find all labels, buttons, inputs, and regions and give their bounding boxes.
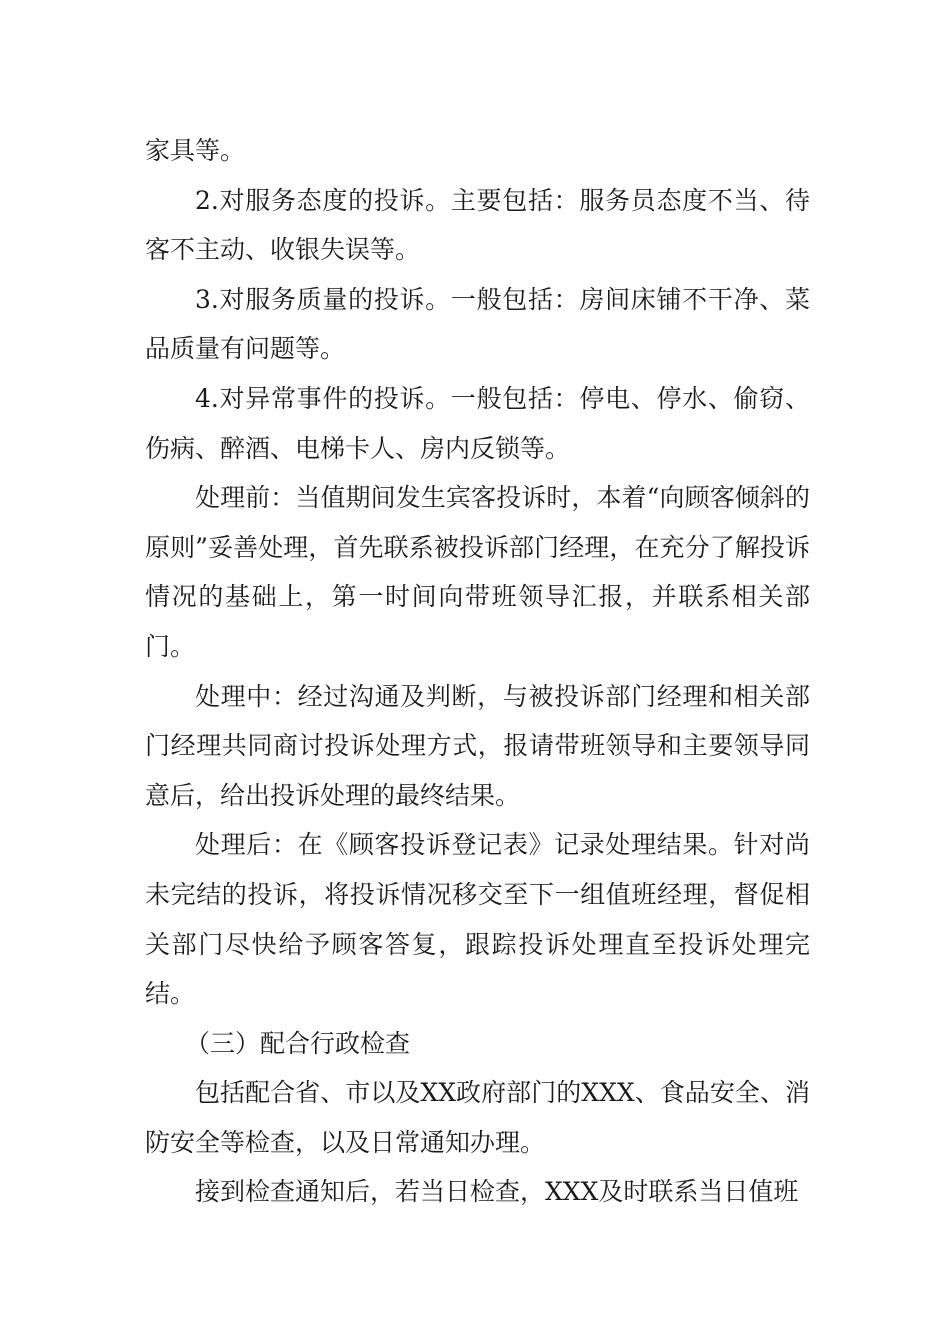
paragraph-during-handling: 处理中：经过沟通及判断，与被投诉部门经理和相关部门经理共同商讨投诉处理方式，报请带班领导和主要领导同意后，给出投诉处理的最终结果。 — [145, 681, 810, 810]
paragraph-service-attitude: 2.对服务态度的投诉。主要包括：服务员态度不当、待客不主动、收银失误等。 — [145, 185, 810, 265]
paragraph-inspection-notice: 接到检查通知后，若当日检查，XXX及时联系当日值班 — [195, 1177, 799, 1207]
paragraph-service-quality: 3.对服务质量的投诉。一般包括：房间床铺不干净、菜品质量有问题等。 — [145, 284, 810, 364]
paragraph-inspection-scope: 包括配合省、市以及XX政府部门的XXX、食品安全、消防安全等检查，以及日常通知办理。 — [145, 1078, 810, 1157]
paragraph-after-handling: 处理后：在《顾客投诉登记表》记录处理结果。针对尚未完结的投诉，将投诉情况移交至下一组值班经理，督促相关部门尽快给予顾客答复，跟踪投诉处理直至投诉处理完结。 — [145, 830, 810, 1009]
document-body — [145, 126, 810, 1217]
paragraph-continuation: 家具等。 — [145, 136, 246, 165]
paragraph-abnormal-events: 4.对异常事件的投诉。一般包括：停电、停水、偷窃、伤病、醉酒、电梯卡人、房内反锁等。 — [145, 383, 810, 463]
paragraph-before-handling: 处理前：当值期间发生宾客投诉时，本着“向顾客倾斜的原则”妥善处理，首先联系被投诉部门经理，在充分了解投诉情况的基础上，第一时间向带班领导汇报，并联系相关部门。 — [145, 483, 810, 661]
section-heading: （三）配合行政检查 — [185, 1028, 411, 1058]
